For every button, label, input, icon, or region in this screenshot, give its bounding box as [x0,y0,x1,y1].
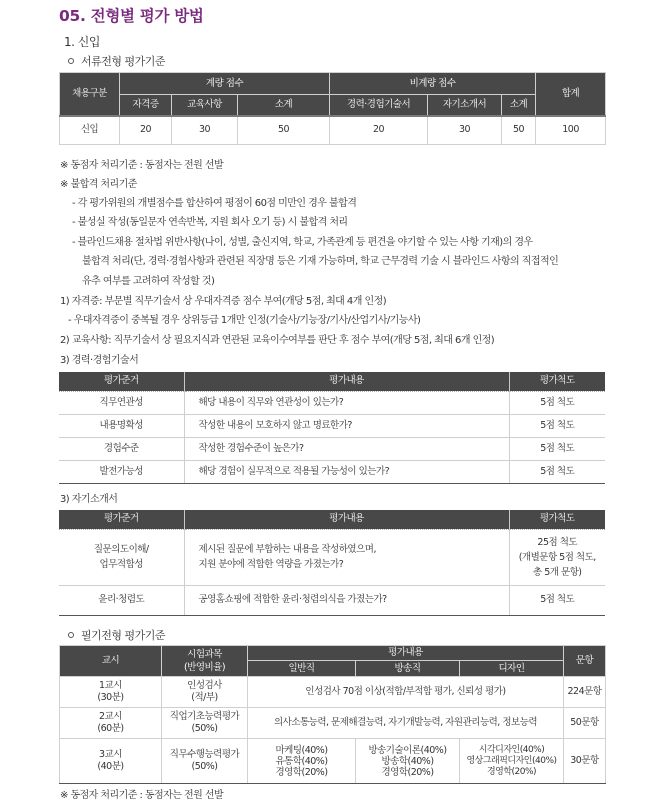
cell: 작성한 내용이 모호하지 않고 명료한가? [184,414,509,437]
cell-line: 직업기초능력평가 [169,711,240,722]
cell-line: 인성검사 [187,680,222,691]
cell: 50문항 [564,708,606,739]
cell-line: 영상그래픽디자인(40%) [466,755,557,766]
cell: 작성한 경험수준이 높은가? [184,437,509,460]
cell [248,739,356,784]
cell-line: 시각디자인(40%) [478,744,545,755]
cell: 5점 척도 [509,460,605,483]
table-row [60,708,606,739]
cell: 내용명확성 [59,414,184,437]
cell-line: 방송기술이론(40%) [368,744,447,756]
cell: 5점 척도 [509,437,605,460]
cell-line: 방송학(40%) [381,755,434,767]
cell: 해당 내용이 직무와 연관성이 있는가? [184,391,509,414]
cell-line: 경영학(20%) [486,766,537,777]
cell [60,708,162,739]
cell: 5점 척도 [509,585,605,615]
header-broadcast: 방송직 [356,661,460,677]
cell-line: (60분) [97,723,124,734]
cell: 5점 척도 [509,391,605,414]
section-heading-new-hire: 1. 신입 [64,35,100,49]
cell: 신입 [60,116,120,145]
subsection-document-criteria [68,53,165,69]
cell-line: 25점 척도 [537,536,578,548]
cell: 20 [330,116,428,145]
page-title: 05. 전형별 평가 방법 [59,7,204,25]
cell: 20 [120,116,172,145]
header-content: 평가내용 [184,372,509,391]
cell-line: 총 5개 문항) [533,566,582,578]
subsection-written-criteria [68,627,165,643]
cell [356,739,460,784]
header-design: 디자인 [460,661,564,677]
cell-line: 마케팅(40%) [275,744,328,756]
cell-line: 경영학(20%) [275,766,328,778]
header-self-intro: 자기소개서 [428,95,502,116]
subsection-label: 필기전형 평가기준 [81,629,166,642]
cell-line: (50%) [191,761,218,772]
fail-item-3: - 블라인드채용 절차법 위반사항(나이, 성별, 출신지역, 학교, 가족관계 등 편견을 야기할 수 있는 사항 기재)의 경우 [72,237,533,248]
header-certificate: 자격증 [120,95,172,116]
cell [60,739,162,784]
header-subtotal-2: 소계 [502,95,536,116]
table-row [59,437,605,460]
table-row [59,414,605,437]
item-certificate: 1) 자격증: 부문별 직무기술서 상 우대자격증 점수 부여(개당 5점, 최대 4개 인정) [60,296,387,307]
header-career-statement: 경력·경험기술서 [330,95,428,116]
cell: 공영홈쇼핑에 적합한 윤리·청렴의식을 가졌는가? [184,585,509,615]
subsection-label: 서류전형 평가기준 [81,55,166,68]
header-general: 일반직 [248,661,356,677]
fail-criteria-heading: ※ 불합격 처리기준 [60,179,137,190]
cell: 50 [238,116,330,145]
cell-line: 1교시 [99,680,122,691]
header-line: (반영비율) [183,662,226,673]
header-scale: 평가척도 [509,510,605,529]
cell: 5점 척도 [509,414,605,437]
cell: 30 [172,116,238,145]
cell: 윤리·청렴도 [59,585,184,615]
cell-line: 질문의도이해/ [93,544,149,555]
cell-line: (50%) [191,723,218,734]
header-line: 시험과목 [187,649,222,660]
cell: 인성검사 70점 이상(적합/부적합 평가, 신뢰성 평가) [248,677,564,708]
fail-item-1: - 각 평가위원의 개별점수를 합산하여 평점이 60점 미만인 경우 불합격 [72,198,357,209]
header-subject [162,646,248,677]
cell-line: (개별문항 5점 척도, [518,551,596,563]
table-row [59,529,605,585]
table-row [60,739,606,784]
header-question-count: 문항 [564,646,606,677]
item-education: 2) 교육사항: 직무기술서 상 필요지식과 연관된 교육이수여부를 판단 후 점수 부여(개당 5점, 최대 6개 인정) [60,335,495,346]
cell: 발전가능성 [59,460,184,483]
cell: 경험수준 [59,437,184,460]
table-row [60,677,606,708]
career-statement-table [59,372,605,484]
header-period: 교시 [60,646,162,677]
cell: 해당 경험이 실무적으로 적용될 가능성이 있는가? [184,460,509,483]
cell: 의사소통능력, 문제해결능력, 자기개발능력, 자원관리능력, 정보능력 [248,708,564,739]
document-score-table [59,72,606,145]
header-subtotal-1: 소계 [238,95,330,116]
cell-line: 지원 분야에 적합한 역량을 가졌는가? [198,559,344,570]
tie-break-note-2: ※ 동점자 처리기준 : 동점자는 전원 선발 [60,790,224,801]
cell-line: 직무수행능력평가 [169,749,240,760]
fail-item-2: - 불성실 작성(동일문자 연속반복, 지원 회사 오기 등) 시 불합격 처리 [72,217,348,228]
cell: 100 [536,116,606,145]
item-career-statement: 3) 경력·경험기술서 [60,355,139,366]
cell-line: 2교시 [99,711,122,722]
header-quant-score: 계량 점수 [120,73,330,95]
bullet-circle-icon [68,58,74,64]
item-self-intro: 3) 자기소개서 [60,494,118,505]
self-intro-table [59,510,605,616]
cell-line: (40분) [97,761,124,772]
table-row [59,585,605,615]
cell-line: (적/부) [191,692,218,703]
header-education: 교육사항 [172,95,238,116]
header-nonquant-score: 비계량 점수 [330,73,536,95]
cell: 30 [428,116,502,145]
cell [60,677,162,708]
cell-line: 3교시 [99,749,122,760]
cell-line: 경영학(20%) [381,766,434,778]
fail-item-3-cont2: 유추 여부를 고려하여 작성할 것) [82,276,215,287]
header-eval-content: 평가내용 [248,646,564,661]
table-row [60,116,606,145]
header-criteria: 평가준거 [59,372,184,391]
header-total: 합계 [536,73,606,116]
cell [162,677,248,708]
header-recruit-type: 채용구분 [60,73,120,116]
table-row [59,391,605,414]
cell-line: 업무적합성 [99,559,143,570]
cell-line: 제시된 질문에 부합하는 내용을 작성하였으며, [198,544,376,555]
header-scale: 평가척도 [509,372,605,391]
cell-line: 유통학(40%) [275,755,328,767]
written-exam-table [59,645,606,784]
header-criteria: 평가준거 [59,510,184,529]
cell: 30문항 [564,739,606,784]
cell: 직무연관성 [59,391,184,414]
cell [162,708,248,739]
cell [162,739,248,784]
tie-break-note: ※ 동점자 처리기준 : 동점자는 전원 선발 [60,160,224,171]
cell-line: (30분) [97,692,124,703]
item-certificate-sub: - 우대자격증이 중복될 경우 상위등급 1개만 인정(기술사/기능장/기사/산업기사/기능사) [68,315,421,326]
table-row [59,460,605,483]
fail-item-3-cont: 불합격 처리(단, 경력·경험사항과 관련된 직장명 등은 기재 가능하며, 학교 근무경력 기술 시 블라인드 사항의 직접적인 [82,256,559,267]
cell [460,739,564,784]
cell [509,529,605,585]
cell: 50 [502,116,536,145]
cell [184,529,509,585]
cell [59,529,184,585]
cell: 224문항 [564,677,606,708]
bullet-circle-icon [68,632,74,638]
header-content: 평가내용 [184,510,509,529]
